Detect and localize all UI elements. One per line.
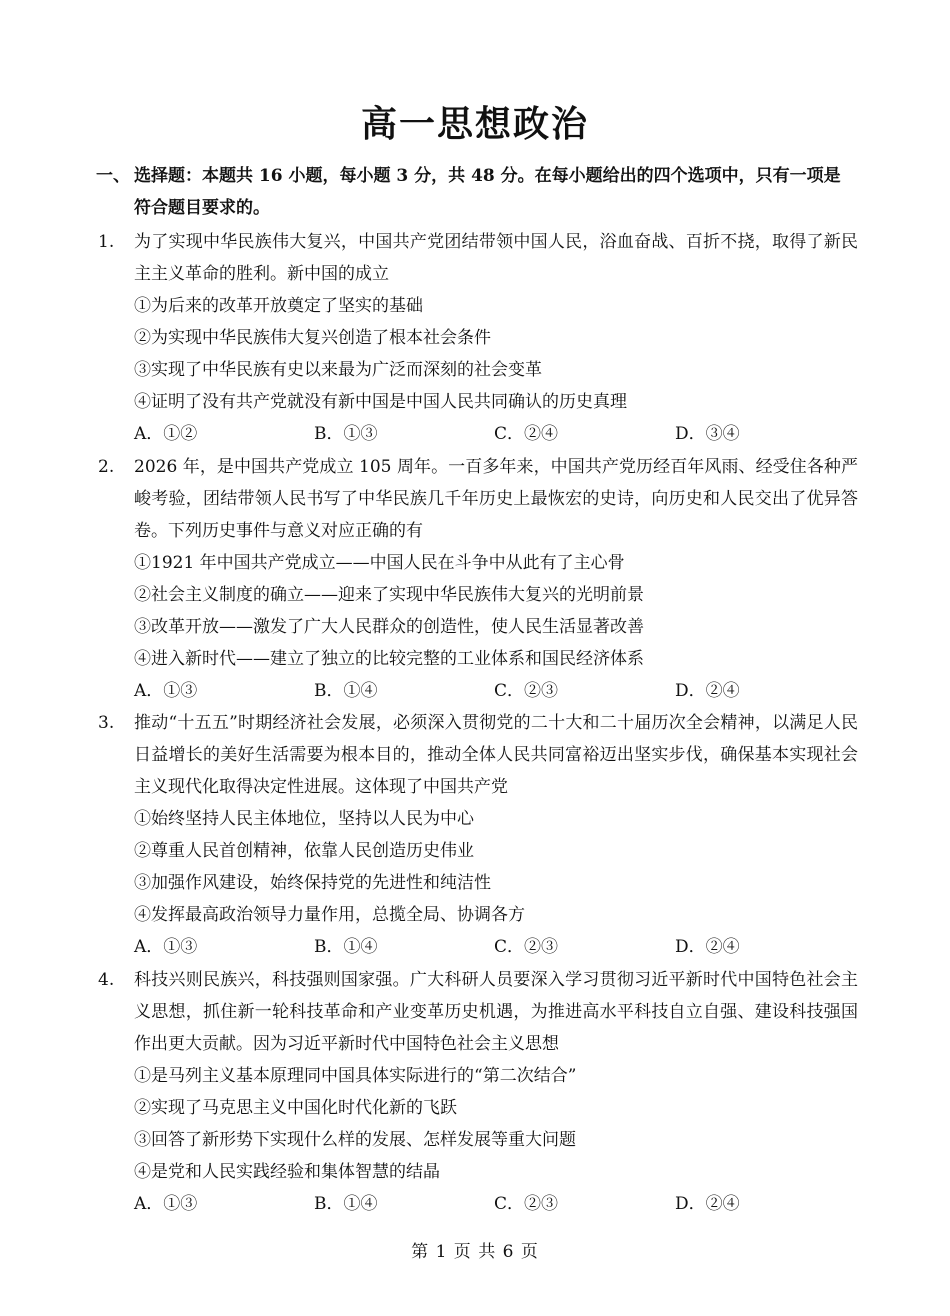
question-4 <box>98 964 858 1220</box>
statement-option: ①是马列主义基本原理同中国具体实际进行的“第二次结合” <box>134 1066 577 1086</box>
question-1 <box>98 226 858 450</box>
statement-option: ①为后来的改革开放奠定了坚实的基础 <box>134 296 423 316</box>
statement-option: ④证明了没有共产党就没有新中国是中国人民共同确认的历史真理 <box>134 392 627 412</box>
statement-option: ①始终坚持人民主体地位，坚持以人民为中心 <box>134 809 474 829</box>
question-number: 2. <box>98 457 115 477</box>
statement-option: ③实现了中华民族有史以来最为广泛而深刻的社会变革 <box>134 360 542 380</box>
question-stem: 推动“十五五”时期经济社会发展，必须深入贯彻党的二十大和二十届历次全会精神，以满足人民日益增长的美好生活需要为根本目的，推动全体人民共同富裕迈出坚实步伐，确保基本实现社会主义现代化取得决定性进展。这体现了中国共产党 <box>134 713 858 797</box>
choice-d: D．②④ <box>675 681 740 701</box>
choice-b: B．①③ <box>314 424 378 444</box>
choice-c: C．②③ <box>494 937 559 957</box>
statement-option: ③加强作风建设，始终保持党的先进性和纯洁性 <box>134 873 491 893</box>
choice-c: C．②④ <box>494 424 559 444</box>
statement-option: ④进入新时代——建立了独立的比较完整的工业体系和国民经济体系 <box>134 649 644 669</box>
choice-b: B．①④ <box>314 681 378 701</box>
statement-option: ③改革开放——激发了广大人民群众的创造性，使人民生活显著改善 <box>134 617 644 637</box>
question-2 <box>98 451 858 707</box>
choice-b: B．①④ <box>314 1194 378 1214</box>
choice-c: C．②③ <box>494 681 559 701</box>
question-3 <box>98 707 858 963</box>
question-stem: 2026 年，是中国共产党成立 105 周年。一百多年来，中国共产党历经百年风雨、经受住各种严峻考验，团结带领人民书写了中华民族几千年历史上最恢宏的史诗，向历史和人民交出了优异答卷。下列历史事件与意义对应正确的有 <box>134 457 858 541</box>
choice-a: A．①③ <box>134 1194 198 1214</box>
section-instructions: 选择题：本题共 16 小题，每小题 3 分，共 48 分。在每小题给出的四个选项中，只有一项是符合题目要求的。 <box>134 166 841 218</box>
choice-c: C．②③ <box>494 1194 559 1214</box>
choice-b: B．①④ <box>314 937 378 957</box>
statement-option: ④是党和人民实践经验和集体智慧的结晶 <box>134 1162 440 1182</box>
choice-d: D．②④ <box>675 1194 740 1214</box>
question-number: 4. <box>98 970 115 990</box>
statement-option: ②实现了马克思主义中国化时代化新的飞跃 <box>134 1098 457 1118</box>
statement-option: ②社会主义制度的确立——迎来了实现中华民族伟大复兴的光明前景 <box>134 585 644 605</box>
choice-d: D．③④ <box>675 424 740 444</box>
statement-option: ②尊重人民首创精神，依靠人民创造历史伟业 <box>134 841 474 861</box>
choice-d: D．②④ <box>675 937 740 957</box>
choice-a: A．①② <box>134 424 198 444</box>
statement-option: ③回答了新形势下实现什么样的发展、怎样发展等重大问题 <box>134 1130 576 1150</box>
answer-choices <box>134 1188 858 1220</box>
answer-choices <box>134 931 858 963</box>
question-number: 3. <box>98 713 115 733</box>
question-stem: 科技兴则民族兴，科技强则国家强。广大科研人员要深入学习贯彻习近平新时代中国特色社会主义思想，抓住新一轮科技革命和产业变革历史机遇，为推进高水平科技自立自强、建设科技强国作出更大贡献。因为习近平新时代中国特色社会主义思想 <box>134 970 858 1054</box>
statement-option: ①1921 年中国共产党成立——中国人民在斗争中从此有了主心骨 <box>134 553 625 573</box>
section-number: 一、 <box>96 166 130 186</box>
answer-choices <box>134 675 858 707</box>
question-stem: 为了实现中华民族伟大复兴，中国共产党团结带领中国人民，浴血奋战、百折不挠，取得了新民主主义革命的胜利。新中国的成立 <box>134 232 858 284</box>
statement-option: ②为实现中华民族伟大复兴创造了根本社会条件 <box>134 328 491 348</box>
choice-a: A．①③ <box>134 937 198 957</box>
statement-option: ④发挥最高政治领导力量作用，总揽全局、协调各方 <box>134 905 525 925</box>
section-heading <box>96 160 856 224</box>
page-title: 高一思想政治 <box>360 103 589 145</box>
choice-a: A．①③ <box>134 681 198 701</box>
question-number: 1. <box>98 232 115 252</box>
page-footer: 第 1 页 共 6 页 <box>411 1242 539 1262</box>
answer-choices <box>134 418 858 450</box>
